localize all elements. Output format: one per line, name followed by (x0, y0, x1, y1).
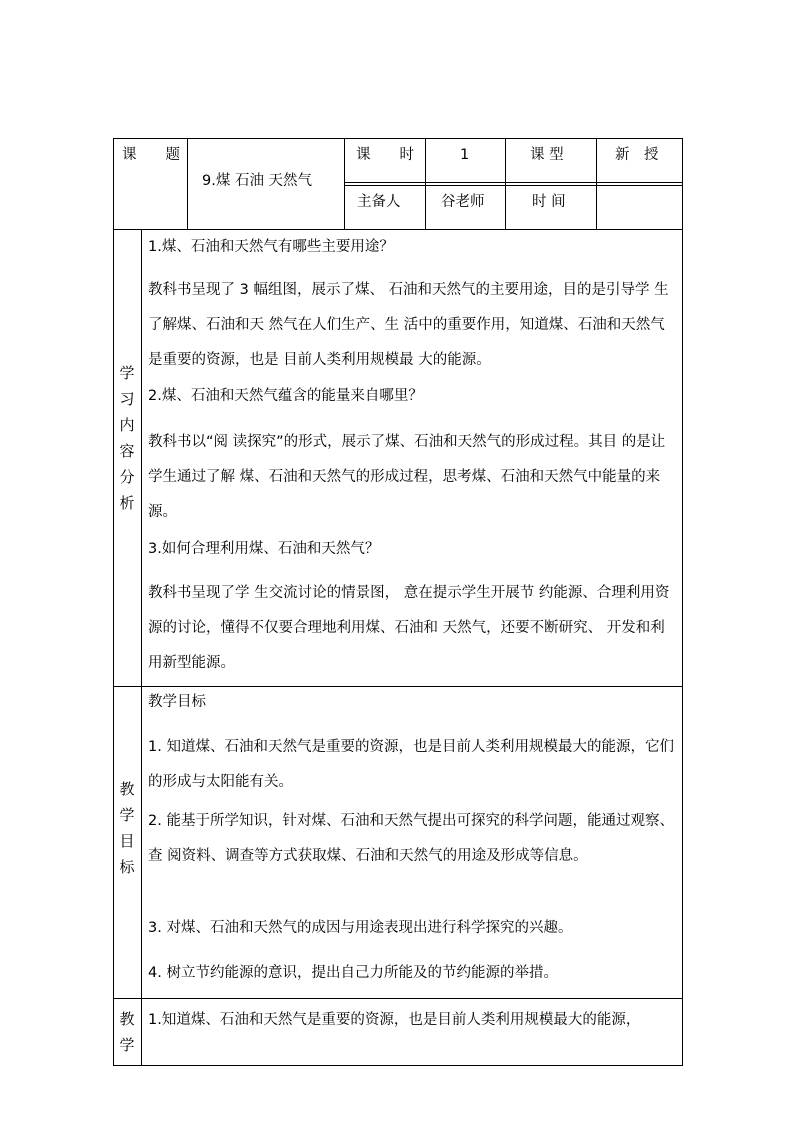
analysis-side-label (115, 360, 139, 516)
ke-shi-label: 课 时 (356, 147, 414, 163)
side-char: 分 (119, 468, 135, 486)
header-divider-3 (425, 138, 426, 229)
analysis-question-2: 2.煤、石油和天然气蕴含的能量来自哪里？ (148, 388, 423, 404)
header-bottom-border (113, 229, 683, 230)
analysis-question-1: 1.煤、石油和天然气有哪些主要用途？ (148, 239, 394, 255)
analysis-paragraph-1: 教科书呈现了 3 幅组图，展示了煤、 石油和天然气的主要用途，目的是引导学 生了解煤、石油和天 然气在人们生产、生 活中的重要作用，知道煤、石油和天然气 是重要的资源，也是 目前人类利用规模最 大的能源。 (148, 282, 669, 368)
analysis-question-3: 3.如何合理利用煤、石油和天然气？ (148, 541, 380, 557)
goals-side-label (115, 776, 139, 880)
header-row-divider-a (344, 182, 683, 183)
section-divider-goals (113, 998, 683, 999)
side-char: 教 (119, 1010, 135, 1028)
shi-jian-label: 时 间 (532, 194, 566, 210)
goals-heading: 教学目标 (148, 694, 206, 710)
side-char: 学 (119, 806, 135, 824)
header-divider-1 (187, 138, 188, 229)
side-char: 教 (119, 780, 135, 798)
key-side-label (115, 1006, 139, 1058)
side-char: 析 (119, 494, 135, 512)
goal-2: 2. 能基于所学知识，针对煤、石油和天然气提出可探究的科学问题，能通过观察、查 阅资料、调查等方式获取煤、石油和天然气的用途及形成等信息。 (148, 813, 674, 864)
ke-xing-label: 课 型 (530, 147, 564, 163)
zhu-bei-ren-value: 谷老师 (441, 194, 485, 210)
side-char: 内 (119, 416, 135, 434)
goal-3: 3. 对煤、石油和天然气的成因与用途表现出进行科学探究的兴趣。 (148, 920, 573, 936)
goal-1: 1. 知道煤、石油和天然气是重要的资源，也是目前人类利用规模最大的能源，它们的形成与太阳能有关。 (148, 739, 674, 790)
header-divider-4 (505, 138, 506, 229)
ke-ti-label: 课 题 (122, 147, 180, 163)
side-column-divider (141, 229, 142, 1066)
ke-shi-value: 1 (460, 147, 470, 163)
side-char: 习 (119, 390, 135, 408)
key-point-1: 1.知道煤、石油和天然气是重要的资源，也是目前人类利用规模最大的能源， (148, 1012, 641, 1028)
header-divider-2 (344, 138, 345, 229)
ke-xing-value: 新 授 (615, 147, 659, 163)
lesson-title: 9.煤 石油 天然气 (202, 173, 313, 189)
side-char: 学 (119, 1036, 135, 1054)
header-row-divider-b (344, 185, 683, 186)
zhu-bei-ren-label: 主备人 (357, 194, 401, 210)
analysis-paragraph-2: 教科书以“阅 读探究”的形式，展示了煤、石油和天然气的形成过程。其目 的是让学生通过了解 煤、石油和天然气的形成过程，思考煤、石油和天然气中能量的来源。 (148, 434, 666, 520)
section-divider-analysis (113, 686, 683, 687)
side-char: 标 (119, 858, 135, 876)
analysis-paragraph-3: 教科书呈现了学 生交流讨论的情景图， 意在提示学生开展节 约能源、合理利用资 源的讨论，懂得不仅要合理地利用煤、石油和 天然气，还要不断研究、 开发和利用新型能源。 (148, 585, 670, 671)
header-divider-5 (596, 138, 597, 229)
side-char: 学 (119, 364, 135, 382)
side-char: 目 (119, 832, 135, 850)
goal-4: 4. 树立节约能源的意识，提出自己力所能及的节约能源的举措。 (148, 965, 558, 981)
side-char: 容 (119, 442, 135, 460)
